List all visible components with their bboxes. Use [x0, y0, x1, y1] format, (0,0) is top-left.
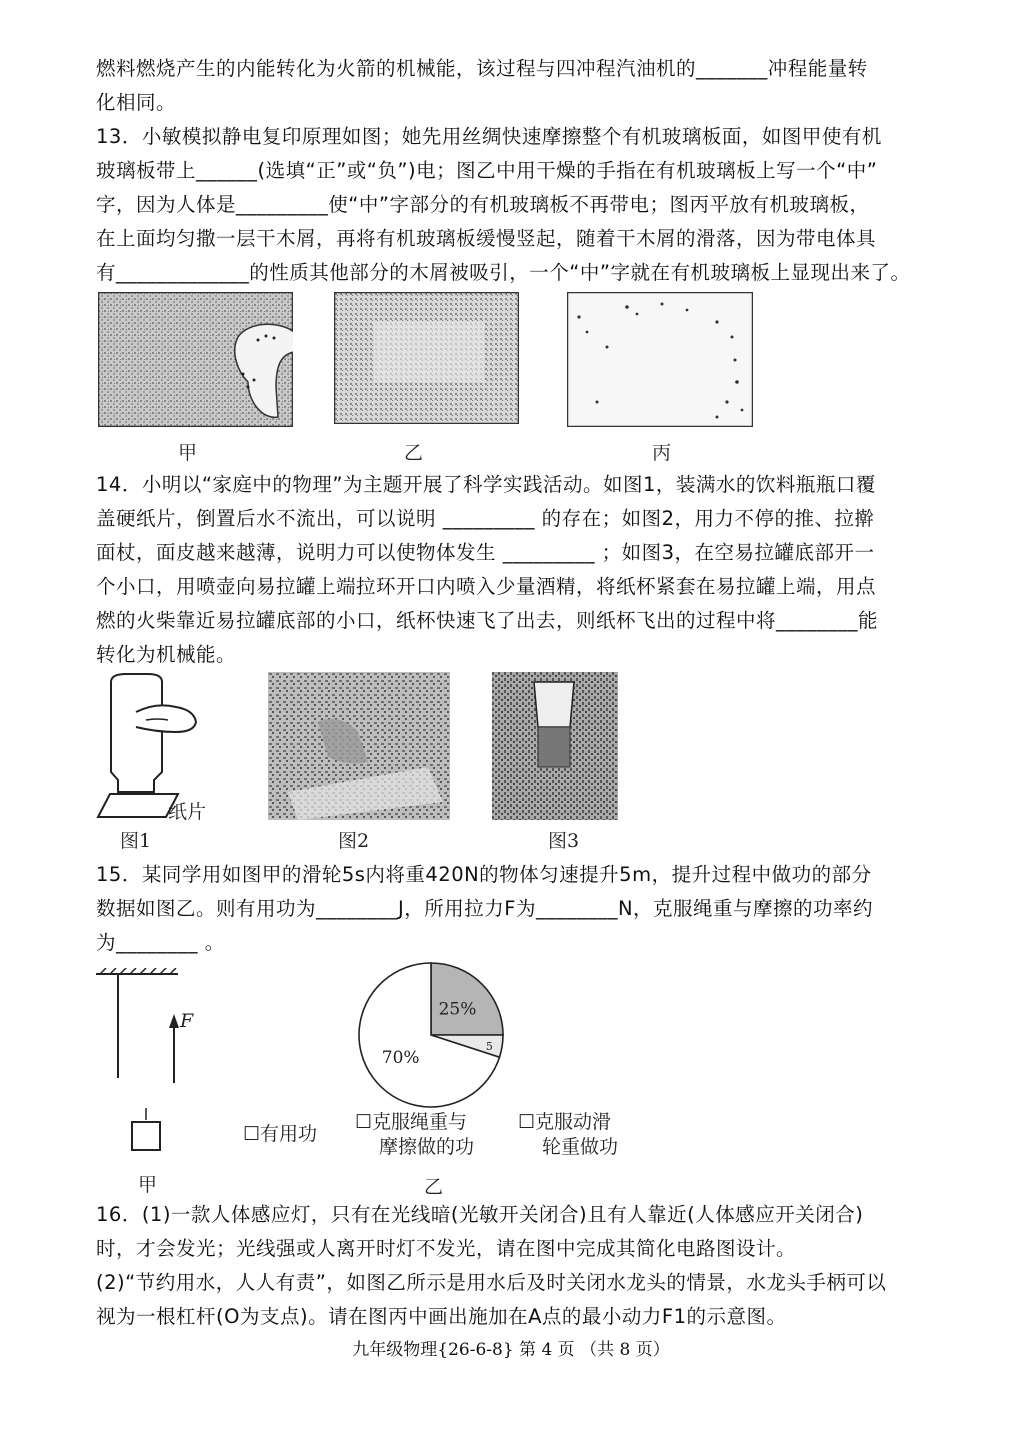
q16-line-1: 16．(1)一款人体感应灯，只有在光线暗(光敏开关闭合)且有人靠近(人体感应开关闭合) — [96, 1203, 864, 1226]
q16-line-3: (2)“节约用水，人人有责”，如图乙所示是用水后及时关闭水龙头的情景，水龙头手柄可以 — [96, 1271, 887, 1294]
figure-3-can-and-cup — [492, 672, 618, 820]
legend-checkbox-icon: ☐ — [355, 1111, 373, 1133]
legend-useful-work — [243, 1122, 317, 1147]
q14-caption-fig3: 图3 — [548, 830, 580, 852]
pie-slice-label: 70% — [381, 1048, 420, 1069]
page-footer: 九年级物理{26-6-8} 第 4 页 （共 8 页） — [352, 1340, 670, 1360]
q13-caption-jia: 甲 — [178, 442, 198, 464]
paper-label: 纸片 — [168, 801, 207, 823]
legend-label: 克服绳重与 — [372, 1111, 468, 1133]
legend-label: 有用功 — [260, 1123, 318, 1145]
q15-caption-jia: 甲 — [138, 1174, 158, 1196]
q13-caption-yi: 乙 — [404, 442, 424, 464]
legend-label-line2: 摩擦做的功 — [379, 1136, 475, 1158]
q14-line-3: 面杖，面皮越来越薄，说明力可以使物体发生 _________ ；如图3，在空易拉罐底部开一 — [96, 541, 875, 564]
figure-jia-pulley — [96, 968, 206, 1158]
legend-pulley-weight — [518, 1110, 618, 1160]
q13-line-4: 在上面均匀撒一层干木屑，再将有机玻璃板缓慢竖起，随着干木屑的滑落，因为带电体具 — [96, 227, 877, 250]
q12-line-1: 燃料燃烧产生的内能转化为火箭的机械能，该过程与四冲程汽油机的_______冲程能量转 — [96, 57, 868, 80]
q14-caption-fig2: 图2 — [338, 830, 370, 852]
q14-caption-fig1: 图1 — [120, 830, 152, 852]
figure-jia-charged-plate — [98, 292, 293, 427]
q15-line-3: 为________ 。 — [96, 931, 225, 954]
q13-caption-bing: 丙 — [652, 442, 672, 464]
q16-line-4: 视为一根杠杆(O为支点)。请在图丙中画出施加在A点的最小动力F1的示意图。 — [96, 1305, 787, 1328]
pie-slice-label: 25% — [438, 999, 477, 1020]
q14-line-2: 盖硬纸片，倒置后水不流出，可以说明 _________ 的存在；如图2，用力不停的推、拉擀 — [96, 507, 875, 530]
legend-rope-friction — [355, 1110, 474, 1160]
pie-slice-label: 5 — [485, 1040, 493, 1054]
q14-line-6: 转化为机械能。 — [96, 643, 237, 666]
legend-label: 克服动滑 — [535, 1111, 612, 1133]
q13-line-5: 有_____________的性质其他部分的木屑被吸引，一个“中”字就在有机玻璃板上显现出来了。 — [96, 261, 911, 284]
q14-line-5: 燃的火柴靠近易拉罐底部的小口，纸杯快速飞了出去，则纸杯飞出的过程中将________能 — [96, 609, 879, 632]
q13-line-3: 字，因为人体是_________使“中”字部分的有机玻璃板不再带电；图丙平放有机玻璃板， — [96, 193, 870, 216]
q12-line-2: 化相同。 — [96, 91, 177, 114]
q16-line-2: 时，才会发光；光线强或人离开时灯不发光，请在图中完成其简化电路图设计。 — [96, 1237, 797, 1260]
q15-line-2: 数据如图乙。则有用功为________J，所用拉力F为________N，克服绳重与摩擦的功率约 — [96, 897, 874, 920]
force-label: F — [180, 1010, 194, 1032]
q15-caption-yi: 乙 — [424, 1176, 444, 1198]
legend-checkbox-icon: ☐ — [518, 1111, 536, 1133]
pie-chart — [356, 960, 506, 1110]
figure-2-rolling-dough — [268, 672, 450, 820]
figure-yi-finger-writing — [334, 292, 519, 424]
q15-line-1: 15．某同学用如图甲的滑轮5s内将重420N的物体匀速提升5m，提升过程中做功的部分 — [96, 863, 872, 886]
q14-line-1: 14．小明以“家庭中的物理”为主题开展了科学实践活动。如图1，装满水的饮料瓶瓶口覆 — [96, 473, 876, 496]
legend-label-line2: 轮重做功 — [542, 1136, 619, 1158]
q14-line-4: 个小口，用喷壶向易拉罐上端拉环开口内喷入少量酒精，将纸杯紧套在易拉罐上端，用点 — [96, 575, 877, 598]
q13-line-2: 玻璃板带上______(选填“正”或“负”)电；图乙中用干燥的手指在有机玻璃板上写一个“中” — [96, 159, 878, 182]
legend-checkbox-icon: ☐ — [243, 1123, 261, 1145]
figure-bing-sawdust-plate — [567, 292, 753, 427]
q13-line-1: 13．小敏模拟静电复印原理如图；她先用丝绸快速摩擦整个有机玻璃板面，如图甲使有机 — [96, 125, 882, 148]
